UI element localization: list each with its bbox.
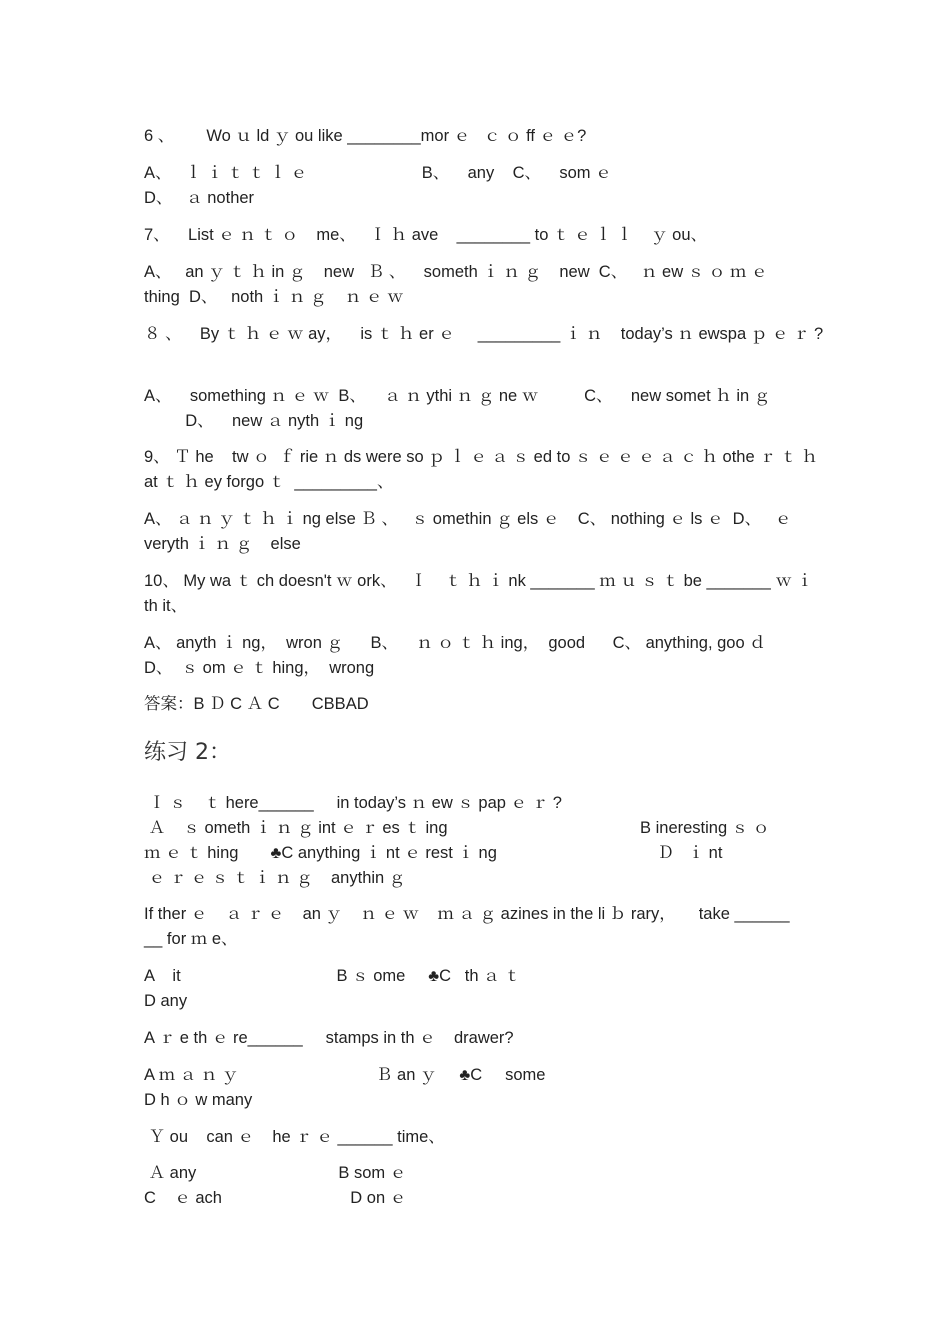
exercise-2-line-9: A ｒ e th ｅ re______ stamps in th ｅ drawer? — [144, 1029, 514, 1047]
question-7-options-line-2: thing D、 noth ｉ ｎ ｇ ｎ ｅ ｗ — [144, 288, 404, 306]
question-9-options-line-1: A、 ａ ｎ ｙ ｔ ｈ ｉ ng else Ｂ 、 ｓ omethin ｇ els ｅ C、 nothing ｅ ls ｅ D、 ｅ — [144, 510, 792, 528]
exercise-2-line-4: ｅ ｒ ｅ ｓ ｔ ｉ ｎ ｇ anythin ｇ — [144, 869, 406, 887]
question-9-options-line-2: veryth ｉ ｎ ｇ else — [144, 535, 301, 553]
question-8-options-line-1: A、 something ｎ ｅ ｗ B、 ａ ｎ ythi ｎ ｇ ne ｗ C、 new somet ｈ in ｇ — [144, 387, 771, 405]
question-10-stem-continued: th it、 — [144, 597, 188, 615]
exercise-2-line-5: If ther ｅ ａ ｒ ｅ an ｙ ｎ ｅ ｗ ｍ ａ ｇ azines in the li ｂ rary， take ______ — [144, 905, 790, 923]
question-7-stem: 7、 List ｅ ｎ ｔ ｏ me、 Ｉ ｈ ave ________ to ｔ ｅ ｌ ｌ ｙ ou、 — [144, 226, 708, 244]
exercise-2-line-2: Ａ ｓ ometh ｉ ｎ ｇ int ｅ ｒ es ｔ ing B ineresting ｓ ｏ — [144, 819, 770, 837]
answer-key: 答案：B Ｄ C Ａ C CBBAD — [144, 695, 369, 713]
question-10-options-line-2: D、 ｓ om ｅ ｔ hing， wrong — [144, 659, 375, 677]
exercise-2-line-7: A it B ｓ ome ♣C th ａ ｔ — [144, 967, 521, 985]
question-10-stem: 10、 My wa ｔ ch doesn't ｗ ork、 Ｉ ｔ ｈ ｉ nk _______ ｍ ｕ ｓ ｔ be _______ ｗ ｉ — [144, 572, 813, 590]
question-8-options-line-2: D、 new ａ nyth ｉ ng — [144, 412, 364, 430]
question-7-options-line-1: A、 an ｙ ｔ ｈ in ｇ new Ｂ 、 someth ｉ ｎ ｇ new C、 ｎ ew ｓ ｏ ｍ ｅ — [144, 263, 768, 281]
question-8-stem: ８ 、 By ｔ ｈ ｅ ｗ ay， is ｔ ｈ er ｅ _________ ｉ ｎ today’s ｎ ewspa ｐ ｅ ｒ ? — [144, 325, 824, 343]
exercise-2-line-1: Ｉ ｓ ｔ here______ in today’s ｎ ew ｓ pap ｅ ｒ ? — [144, 794, 562, 812]
question-6-options-line-2: D、 ａ nother — [144, 189, 255, 207]
question-6-options-line-1: A、 ｌ ｉ ｔ ｔ ｌ ｅ B、 any C、 som ｅ — [144, 164, 612, 182]
exercise-2-line-10: A ｍ ａ ｎ ｙ Ｂ an ｙ ♣C some — [144, 1066, 546, 1084]
exercise-2-line-6: __ for ｍ e、 — [144, 930, 238, 948]
exercise-2-line-12: Ｙ ou can ｅ he ｒ ｅ ______ time、 — [144, 1128, 445, 1146]
exercise-2-line-13: Ａ any B som ｅ — [144, 1164, 407, 1182]
exercise-2-line-8: D any — [144, 992, 188, 1010]
exercise-2-line-11: D h ｏ w many — [144, 1091, 253, 1109]
exercise-2-line-3: ｍ ｅ ｔ hing ♣C anything ｉ nt ｅ rest ｉ ng Ｄ ｉ nt — [144, 844, 723, 862]
exercise-2-line-14: C ｅ ach D on ｅ — [144, 1189, 407, 1207]
exercise-2-title: 练习 2： — [144, 740, 231, 765]
question-9-stem: 9、 Ｔ he tw ｏ ｆ rie ｎ ds were so ｐ ｌ ｅ ａ ｓ ed to ｓ ｅ ｅ ｅ ａ ｃ ｈ othe ｒ ｔ ｈ — [144, 448, 818, 466]
question-9-stem-continued: at ｔ ｈ ey forgo ｔ _________、 — [144, 473, 394, 491]
question-6-stem: 6 、 Wo ｕ ld ｙ ou like ________mor ｅ ｃ ｏ ff ｅ ｅ? — [144, 127, 587, 145]
question-10-options-line-1: A、 anyth ｉ ng， wron ｇ B、 ｎ ｏ ｔ ｈ ing， good C、 anything, goo ｄ — [144, 634, 766, 652]
